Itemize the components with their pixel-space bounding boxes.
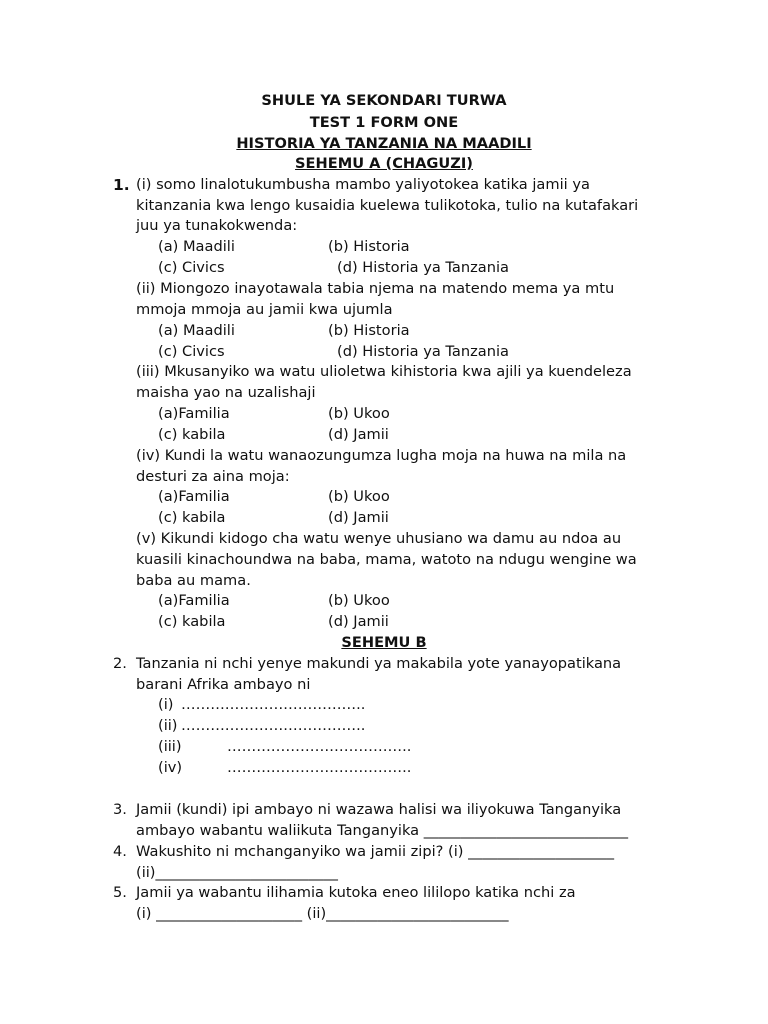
q2-text: barani Afrika ambayo ni: [136, 676, 311, 693]
q2-item-blank[interactable]: ………………………………..: [181, 696, 366, 713]
q3-text[interactable]: ambayo wabantu waliikuta Tanganyika ____________________________: [136, 822, 629, 839]
q1-iv-option-d: (d) Jamii: [328, 509, 389, 526]
q1-i-option-b: (b) Historia: [328, 238, 410, 255]
section-a-heading: SEHEMU A (CHAGUZI): [295, 155, 473, 172]
q4-text[interactable]: Wakushito ni mchanganyiko wa jamii zipi? (i) ____________________: [136, 843, 615, 860]
q5-text: Jamii ya wabantu ilihamia kutoka eneo lililopo katika nchi za: [136, 884, 576, 901]
q2-number: 2.: [113, 655, 127, 672]
q1-i-text: (i) somo linalotukumbusha mambo yaliyotokea katika jamii ya: [136, 176, 590, 193]
q3-number: 3.: [113, 801, 127, 818]
q1-iii-option-c: (c) kabila: [158, 426, 226, 443]
q1-ii-option-b: (b) Historia: [328, 322, 410, 339]
q5-number: 5.: [113, 884, 127, 901]
q4-number: 4.: [113, 843, 127, 860]
q1-iv-option-c: (c) kabila: [158, 509, 226, 526]
subject-title: HISTORIA YA TANZANIA NA MAADILI: [236, 135, 532, 152]
school-name: SHULE YA SEKONDARI TURWA: [261, 92, 507, 109]
q1-i-text: juu ya tunakokwenda:: [136, 217, 298, 234]
q1-ii-text: mmoja mmoja au jamii kwa ujumla: [136, 301, 393, 318]
q1-v-option-c: (c) kabila: [158, 613, 226, 630]
q1-number: 1.: [113, 176, 130, 194]
q2-item-label: (i): [158, 696, 174, 713]
q1-iii-text: maisha yao na uzalishaji: [136, 384, 316, 401]
q1-iv-option-a: (a)Familia: [158, 488, 230, 505]
test-title: TEST 1 FORM ONE: [309, 114, 459, 131]
q1-iii-option-d: (d) Jamii: [328, 426, 389, 443]
q1-i-text: kitanzania kwa lengo kusaidia kuelewa tulikotoka, tulio na kutafakari: [136, 197, 639, 214]
q2-item-blank[interactable]: ………………………………..: [227, 738, 412, 755]
q1-iv-option-b: (b) Ukoo: [328, 488, 390, 505]
q1-i-option-a: (a) Maadili: [158, 238, 235, 255]
section-b-heading: SEHEMU B: [341, 634, 427, 651]
q4-answer-blank[interactable]: (ii)_________________________: [136, 864, 338, 881]
q5-answer-blanks[interactable]: (i) ____________________ (ii)_________________________: [136, 905, 509, 922]
q2-item-blank[interactable]: ………………………………..: [227, 759, 412, 776]
q3-text: Jamii (kundi) ipi ambayo ni wazawa halisi wa iliyokuwa Tanganyika: [136, 801, 622, 818]
q1-v-text: (v) Kikundi kidogo cha watu wenye uhusiano wa damu au ndoa au: [136, 530, 622, 547]
q1-ii-option-d: (d) Historia ya Tanzania: [337, 343, 509, 360]
q1-iii-option-b: (b) Ukoo: [328, 405, 390, 422]
q1-v-option-a: (a)Familia: [158, 592, 230, 609]
q1-v-text: baba au mama.: [136, 572, 251, 589]
q1-v-option-d: (d) Jamii: [328, 613, 389, 630]
q2-text: Tanzania ni nchi yenye makundi ya makabila yote yanayopatikana: [136, 655, 622, 672]
q1-i-option-c: (c) Civics: [158, 259, 225, 276]
q2-item-blank[interactable]: ………………………………..: [181, 717, 366, 734]
q1-iv-text: (iv) Kundi la watu wanaozungumza lugha moja na huwa na mila na: [136, 447, 627, 464]
q2-item-label: (iv): [158, 759, 183, 776]
q1-ii-text: (ii) Miongozo inayotawala tabia njema na matendo mema ya mtu: [136, 280, 615, 297]
q1-ii-option-a: (a) Maadili: [158, 322, 235, 339]
q1-i-option-d: (d) Historia ya Tanzania: [337, 259, 509, 276]
q1-v-option-b: (b) Ukoo: [328, 592, 390, 609]
q1-v-text: kuasili kinachoundwa na baba, mama, watoto na ndugu wengine wa: [136, 551, 637, 568]
q1-ii-option-c: (c) Civics: [158, 343, 225, 360]
q1-iii-option-a: (a)Familia: [158, 405, 230, 422]
q1-iii-text: (iii) Mkusanyiko wa watu ulioletwa kihistoria kwa ajili ya kuendeleza: [136, 363, 632, 380]
q1-iv-text: desturi za aina moja:: [136, 468, 290, 485]
q2-item-label: (iii): [158, 738, 182, 755]
q2-item-label: (ii): [158, 717, 178, 734]
